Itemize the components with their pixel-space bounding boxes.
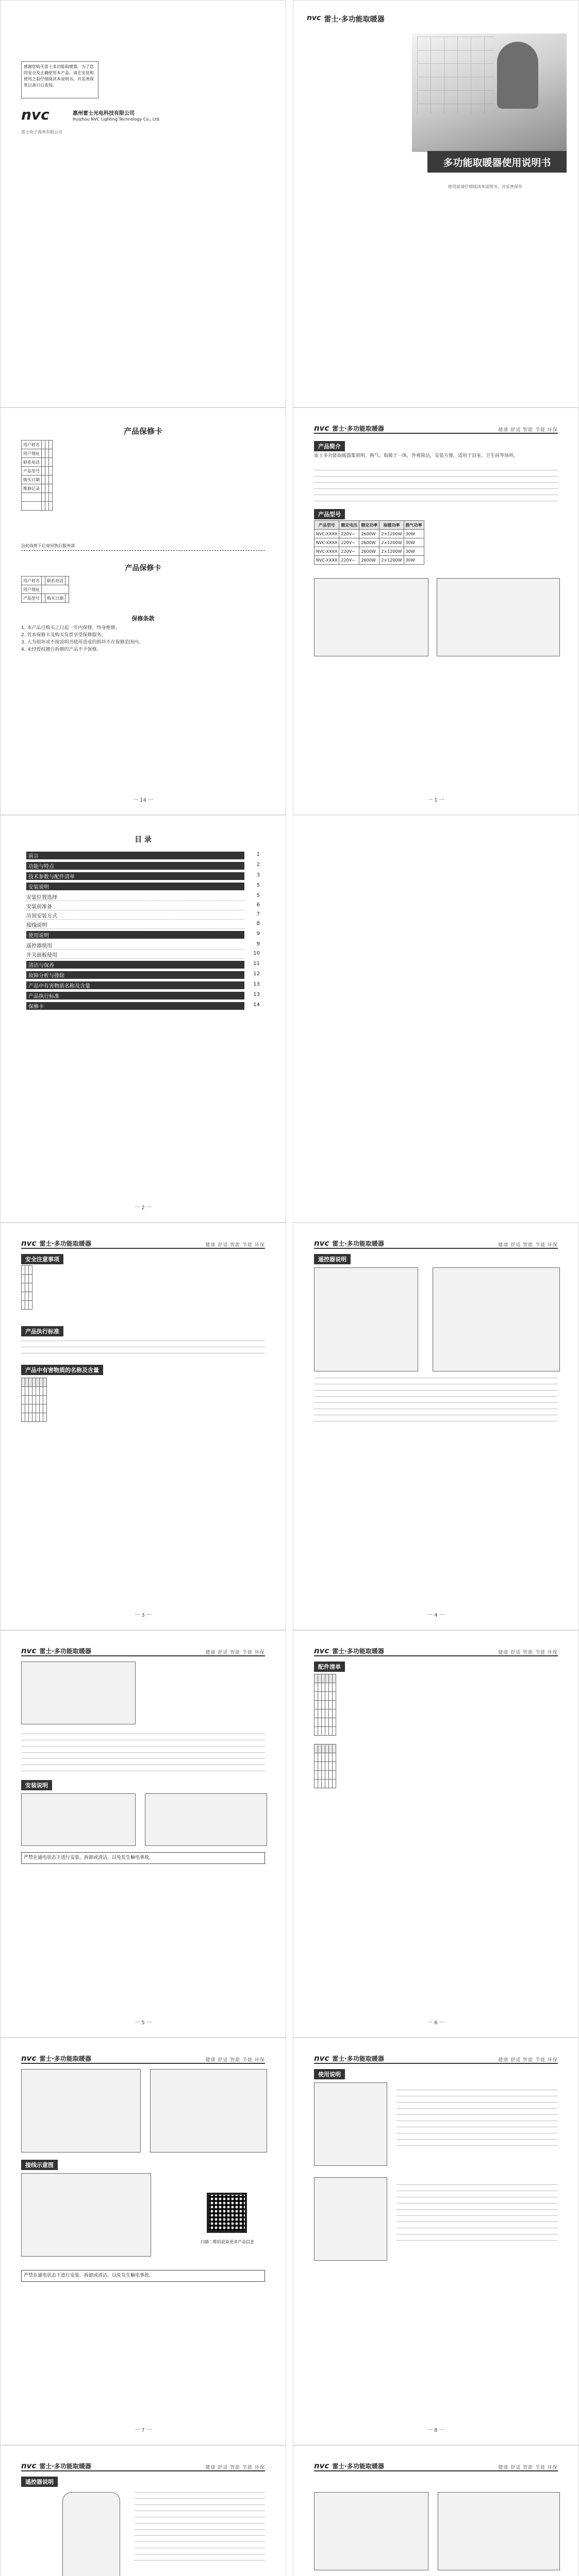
spec-cell: 2600W — [359, 530, 379, 538]
params-page — [0, 1223, 286, 1630]
spec-cell: 2×1200W — [379, 530, 404, 538]
qr-code[interactable] — [207, 2193, 247, 2233]
spec-cell: 30W — [404, 556, 424, 565]
spec-cell: 2600W — [359, 547, 379, 556]
toc-page-num: 9 — [256, 941, 260, 947]
page-header — [314, 420, 558, 434]
spec-cell: 2×1200W — [379, 538, 404, 547]
page-number: 一 14 一 — [133, 798, 154, 803]
header-tags: 健康 舒适 智能 节能 环保 — [498, 2058, 558, 2063]
text-lines — [21, 1734, 265, 1777]
toc-label: 保修卡 — [26, 1002, 244, 1010]
spread-3 — [0, 815, 579, 1223]
toc-item[interactable] — [26, 921, 260, 929]
header-title: 雷士·多功能取暖器 — [332, 425, 384, 432]
warning-box — [21, 2270, 265, 2282]
spec-cell: 220V~ — [339, 530, 359, 538]
toc-item[interactable] — [26, 902, 260, 910]
toc-title: 目 录 — [135, 836, 152, 844]
section-title: 产品中有害物质的名称及含量 — [21, 1365, 103, 1375]
spread-5 — [0, 1630, 579, 2038]
warranty-field: 联系电话 — [45, 577, 65, 585]
intro-page — [293, 408, 579, 815]
warranty-field: 购买日期 — [45, 594, 65, 603]
section-title: 配件清单 — [314, 1662, 345, 1672]
spec-cell: 2600W — [359, 538, 379, 547]
back-cover-page — [0, 0, 286, 408]
toc-page-num: 2 — [256, 862, 260, 868]
text-lines — [396, 2090, 558, 2151]
header-title: 雷士·多功能取暖器 — [332, 1240, 384, 1247]
header-tags: 健康 舒适 智能 节能 环保 — [205, 2465, 265, 2470]
warning-box — [21, 1852, 265, 1864]
header-logo: nvc — [21, 2054, 37, 2063]
toc-item[interactable] — [26, 941, 260, 950]
parts-table — [314, 1674, 336, 1736]
toc-page-num: 1 — [256, 852, 260, 857]
warranty-field: 产品型号 — [22, 467, 42, 476]
spec-cell: 220V~ — [339, 538, 359, 547]
toc-page-num: 6 — [256, 902, 260, 908]
page-header — [314, 1235, 558, 1249]
install-diagram — [145, 1793, 267, 1846]
spec-header: 产品型号 — [315, 521, 339, 530]
header-logo: nvc — [314, 2461, 329, 2470]
blank-page — [293, 815, 579, 1223]
toc-page-num: 10 — [253, 951, 260, 956]
wiring-diagram — [21, 2173, 151, 2257]
header-tags: 健康 舒适 智能 节能 环保 — [205, 1650, 265, 1655]
section-title: 产品型号 — [314, 509, 345, 519]
header-title: 雷士·多功能取暖器 — [39, 2463, 91, 2470]
company-tail: 雷士电子商务有限公司 — [21, 130, 62, 134]
wiring-page — [0, 2038, 286, 2445]
header-logo: nvc — [21, 1646, 37, 1655]
toc-page-num: 11 — [253, 961, 260, 967]
warranty-field: 购买日期 — [22, 476, 42, 484]
term-item: 4. 未经授权擅自拆修的产品不予保修。 — [21, 647, 102, 652]
text-lines — [135, 2492, 265, 2566]
warranty-table — [21, 440, 53, 511]
cover-title: 多功能取暖器使用说明书 — [443, 157, 551, 168]
toc-item[interactable] — [26, 893, 260, 901]
spec-cell: 30W — [404, 530, 424, 538]
page-header — [21, 1235, 265, 1249]
spec-cell: 2×1200W — [379, 547, 404, 556]
cover-title-band — [427, 151, 567, 173]
toc-label: 产品执行标准 — [26, 992, 244, 999]
header-title: 雷士·多功能取暖器 — [332, 1648, 384, 1655]
remote-diagram — [62, 2492, 120, 2576]
clean-diagram — [314, 2492, 428, 2570]
wiring-diagram — [150, 2069, 267, 2153]
remote-page — [0, 2445, 286, 2576]
header-logo: nvc — [21, 2461, 37, 2470]
warranty-page — [0, 408, 286, 815]
page-header — [21, 2050, 265, 2064]
header-title: 雷士·多功能取暖器 — [332, 2055, 384, 2062]
page-number: 一 5 一 — [135, 2020, 152, 2026]
toc-page-num: 14 — [253, 1002, 260, 1008]
term-item: 3. 人为损坏或不按说明书使用造成的损坏不在保修范围内。 — [21, 640, 143, 645]
toc-item[interactable] — [26, 981, 260, 989]
toc-item[interactable] — [26, 852, 260, 859]
toc-label: 功能与特点 — [26, 862, 244, 870]
text-lines — [396, 2184, 558, 2246]
toc-item[interactable] — [26, 931, 260, 939]
page-number: 一 2 一 — [135, 1205, 152, 1211]
spread-cover — [0, 0, 579, 408]
spec-cell: 30W — [404, 547, 424, 556]
spec-header: 取暖功率 — [379, 521, 404, 530]
spec-header: 额定电压 — [339, 521, 359, 530]
page-header — [21, 2458, 265, 2471]
header-title: 雷士·多功能取暖器 — [332, 2463, 384, 2470]
cut-line-label: 沿此线剪下后寄回售后服务部 — [21, 544, 75, 548]
toc-item[interactable] — [26, 872, 260, 880]
warranty-field: 用户地址 — [22, 449, 42, 458]
terms-list — [21, 624, 265, 653]
spec-cell: 30W — [404, 538, 424, 547]
spec-cell: NVC-XXXX — [315, 556, 339, 565]
spec-table — [314, 520, 424, 565]
spec-header: 额定功率 — [359, 521, 379, 530]
toc-item[interactable] — [26, 971, 260, 979]
header-logo: nvc — [21, 1239, 37, 1248]
ceiling-grid — [417, 37, 494, 114]
panel-diagram — [314, 2177, 387, 2261]
section-title: 遥控器说明 — [21, 2477, 58, 2487]
spread-4 — [0, 1223, 579, 1630]
install-diagram — [21, 1662, 136, 1724]
clean-diagram — [438, 2492, 560, 2570]
section-title: 安装说明 — [21, 1780, 52, 1790]
warranty-field: 用户地址 — [22, 585, 42, 594]
cover-logo: nvc — [307, 14, 321, 22]
remote-diagram — [314, 1267, 418, 1371]
header-tags: 健康 舒适 智能 节能 环保 — [205, 2058, 265, 2063]
toc-label: 遥控器使用 — [26, 941, 244, 950]
page-number: 一 1 一 — [427, 798, 444, 803]
use-page — [293, 2038, 579, 2445]
notice-box — [21, 61, 98, 98]
spread-6 — [0, 2038, 579, 2445]
header-title: 雷士·多功能取暖器 — [39, 1240, 91, 1247]
header-tags: 健康 舒适 智能 节能 环保 — [498, 2465, 558, 2470]
toc-page — [0, 815, 286, 1223]
cover-note: 使用前请仔细阅读本说明书，并妥善保存 — [448, 184, 522, 189]
spec-cell: NVC-XXXX — [315, 547, 339, 556]
text-lines — [314, 1378, 558, 1427]
toc-label: 安装位置选择 — [26, 893, 244, 901]
warning-text: 严禁在通电状态下进行安装、拆卸或清洁，以免发生触电事故。 — [24, 1855, 154, 1860]
install-diagram — [21, 1793, 136, 1846]
header-logo: nvc — [314, 2054, 329, 2063]
toc-page-num: 7 — [256, 911, 260, 917]
hazard-table — [21, 1378, 47, 1422]
warning-text: 严禁在通电状态下进行安装、拆卸或清洁，以免发生触电事故。 — [24, 2273, 154, 2278]
install-page — [0, 1630, 286, 2038]
toc-item[interactable] — [26, 961, 260, 969]
page-header — [21, 1643, 265, 1656]
toc-item[interactable] — [26, 951, 260, 959]
toc-page-num: 5 — [256, 893, 260, 899]
header-tags: 健康 舒适 智能 节能 环保 — [498, 1243, 558, 1248]
term-item: 2. 凭本保修卡及购买发票享受保修服务。 — [21, 633, 106, 638]
product-diagram — [437, 578, 560, 656]
toc-label: 技术参数与配件清单 — [26, 872, 244, 880]
warranty-field: 用户姓名 — [22, 577, 42, 585]
toc-label: 故障分析与排除 — [26, 971, 244, 979]
spec-cell: 2600W — [359, 556, 379, 565]
section-title: 接线示意图 — [21, 2160, 58, 2170]
text-lines — [314, 470, 558, 507]
warranty-field: 产品型号 — [22, 594, 42, 603]
toc-page-num: 12 — [253, 971, 260, 977]
terms-title: 保修条款 — [131, 615, 155, 622]
wiring-diagram — [21, 2069, 141, 2153]
brand-logo: nvc — [21, 106, 49, 123]
page-number: 一 3 一 — [135, 1613, 152, 1618]
spec-header: 换气功率 — [404, 521, 424, 530]
page-header — [314, 2458, 558, 2471]
toc-label: 安装说明 — [26, 883, 244, 890]
section-title: 安全注意事项 — [21, 1254, 63, 1264]
warranty-table-2 — [21, 576, 69, 603]
page-number: 一 6 一 — [427, 2020, 444, 2026]
page-number: 一 7 一 — [135, 2428, 152, 2433]
company-cn: 惠州雷士光电科技有限公司 — [73, 111, 135, 116]
qr-caption: 扫描二维码获取更多产品信息 — [201, 2240, 254, 2244]
toc-label: 开关面板使用 — [26, 951, 244, 959]
toc-page-num: 13 — [253, 981, 260, 987]
toc-page-num: 5 — [256, 883, 260, 888]
company-en: Huizhou NVC Lighting Technology Co., Ltd. — [73, 117, 161, 122]
text-lines — [21, 1341, 265, 1359]
safety-table — [21, 1265, 32, 1310]
clean-page — [293, 2445, 579, 2576]
spec-cell: 220V~ — [339, 547, 359, 556]
toc-page-num: 13 — [253, 992, 260, 997]
cover-header-title: 雷士·多功能取暖器 — [324, 15, 385, 24]
header-title: 雷士·多功能取暖器 — [39, 1648, 91, 1655]
toc-item[interactable] — [26, 1002, 260, 1010]
toc-label: 安装前准备 — [26, 902, 244, 910]
panel-diagram — [433, 1267, 560, 1371]
warranty-title-2: 产品保修卡 — [125, 564, 161, 572]
section-title: 产品执行标准 — [21, 1326, 63, 1336]
header-tags: 健康 舒适 智能 节能 环保 — [498, 428, 558, 433]
warranty-field: 联系电话 — [22, 458, 42, 467]
spec-cell: NVC-XXXX — [315, 530, 339, 538]
toc-label: 产品中有害物质名称及含量 — [26, 981, 244, 989]
section-title: 使用说明 — [314, 2069, 345, 2079]
header-title: 雷士·多功能取暖器 — [39, 2055, 91, 2062]
page-header — [314, 2050, 558, 2064]
spec-cell: 220V~ — [339, 556, 359, 565]
product-diagram — [314, 578, 428, 656]
header-tags: 健康 舒适 智能 节能 环保 — [498, 1650, 558, 1655]
notice-text: 感谢您购买雷士多功能取暖器，为了您的安全及正确使用本产品，请在安装和使用之前仔细阅读本说明书，并妥善保管以备日后查阅。 — [24, 64, 94, 88]
spec-cell: NVC-XXXX — [315, 538, 339, 547]
toc-page-num: 8 — [256, 921, 260, 926]
person-figure — [497, 42, 538, 109]
toc-label: 接线说明 — [26, 921, 244, 929]
warranty-title: 产品保修卡 — [123, 427, 162, 436]
toc-label: 前言 — [26, 852, 244, 859]
toc-label: 清洁与保养 — [26, 961, 244, 969]
spread-2 — [0, 408, 579, 815]
header-tags: 健康 舒适 智能 节能 环保 — [205, 1243, 265, 1248]
warranty-field: 用户姓名 — [22, 440, 42, 449]
toc-item[interactable] — [26, 862, 260, 870]
header-logo: nvc — [314, 423, 329, 433]
toc-item[interactable] — [26, 992, 260, 999]
toc-label: 吊顶安装方式 — [26, 911, 244, 920]
cut-line — [21, 550, 265, 551]
toc-item[interactable] — [26, 911, 260, 920]
section-title: 遥控器说明 — [314, 1254, 351, 1264]
header-logo: nvc — [314, 1646, 329, 1655]
page-number: 一 8 一 — [427, 2428, 444, 2433]
toc-page-num: 3 — [256, 872, 260, 878]
parts-table — [314, 1744, 336, 1788]
parts-page — [293, 1223, 579, 1630]
spread-7 — [0, 2445, 579, 2576]
warranty-field: 维修记录 — [22, 484, 42, 493]
parts-list-page — [293, 1630, 579, 2038]
toc-item[interactable] — [26, 883, 260, 890]
spec-cell: 2×1200W — [379, 556, 404, 565]
cover-header — [307, 14, 385, 24]
toc-page-num: 9 — [256, 931, 260, 937]
page-header — [314, 1643, 558, 1656]
section-title: 产品简介 — [314, 441, 345, 451]
term-item: 1. 本产品自购买之日起一年内保修，终身维修。 — [21, 625, 120, 631]
front-cover-page — [293, 0, 579, 408]
panel-diagram — [314, 2082, 387, 2166]
header-logo: nvc — [314, 1239, 329, 1248]
intro-text: 雷士多功能取暖器集照明、换气、取暖于一体，外观简洁，安装方便，适用于浴室、卫生间等场所。 — [314, 453, 519, 459]
page-number: 一 4 一 — [427, 1613, 444, 1618]
toc-label: 使用说明 — [26, 931, 244, 939]
